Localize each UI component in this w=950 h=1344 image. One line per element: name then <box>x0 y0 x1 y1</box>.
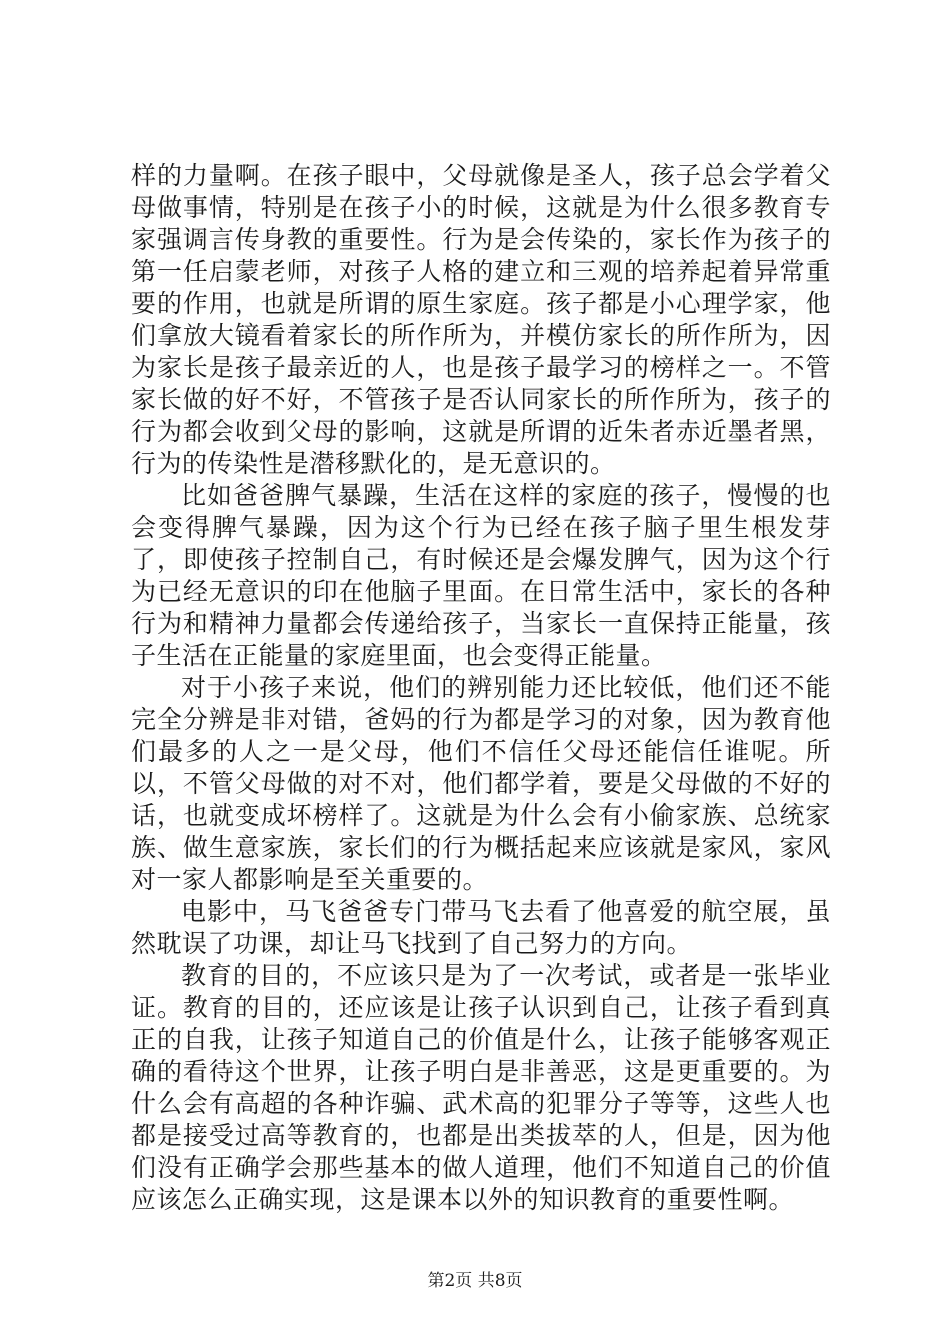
document-body <box>131 160 831 1216</box>
page-number-footer: 第2页 共8页 <box>427 1271 523 1291</box>
paragraph-1: 样的力量啊。在孩子眼中，父母就像是圣人，孩子总会学着父母做事情，特别是在孩子小的时候，这就是为什么很多教育专家强调言传身教的重要性。行为是会传染的，家长作为孩子的第一任启蒙老师，对孩子人格的建立和三观的培养起着异常重要的作用，也就是所谓的原生家庭。孩子都是小心理学家，他们拿放大镜看着家长的所作所为，并模仿家长的所作所为，因为家长是孩子最亲近的人，也是孩子最学习的榜样之一。不管家长做的好不好，不管孩子是否认同家长的所作所为，孩子的行为都会收到父母的影响，这就是所谓的近朱者赤近墨者黑，行为的传染性是潜移默化的，是无意识的。 <box>131 161 831 478</box>
paragraph-4: 电影中，马飞爸爸专门带马飞去看了他喜爱的航空展，虽然耽误了功课，却让马飞找到了自己努力的方向。 <box>131 897 831 958</box>
paragraph-2: 比如爸爸脾气暴躁，生活在这样的家庭的孩子，慢慢的也会变得脾气暴躁，因为这个行为已经在孩子脑子里生根发芽了，即使孩子控制自己，有时候还是会爆发脾气，因为这个行为已经无意识的印在他脑子里面。在日常生活中，家长的各种行为和精神力量都会传递给孩子，当家长一直保持正能量，孩子生活在正能量的家庭里面，也会变得正能量。 <box>131 481 831 670</box>
paragraph-3: 对于小孩子来说，他们的辨别能力还比较低，他们还不能完全分辨是非对错，爸妈的行为都是学习的对象，因为教育他们最多的人之一是父母，他们不信任父母还能信任谁呢。所以，不管父母做的对不对，他们都学着，要是父母做的不好的话，也就变成坏榜样了。这就是为什么会有小偷家族、总统家族、做生意家族，家长们的行为概括起来应该就是家风，家风对一家人都影响是至关重要的。 <box>131 673 831 894</box>
paragraph-5: 教育的目的，不应该只是为了一次考试，或者是一张毕业证。教育的目的，还应该是让孩子认识到自己，让孩子看到真正的自我，让孩子知道自己的价值是什么，让孩子能够客观正确的看待这个世界，让孩子明白是非善恶，这是更重要的。为什么会有高超的各种诈骗、武术高的犯罪分子等等，这些人也都是接受过高等教育的，也都是出类拔萃的人，但是，因为他们没有正确学会那些基本的做人道理，他们不知道自己的价值应该怎么正确实现，这是课本以外的知识教育的重要性啊。 <box>131 961 831 1214</box>
